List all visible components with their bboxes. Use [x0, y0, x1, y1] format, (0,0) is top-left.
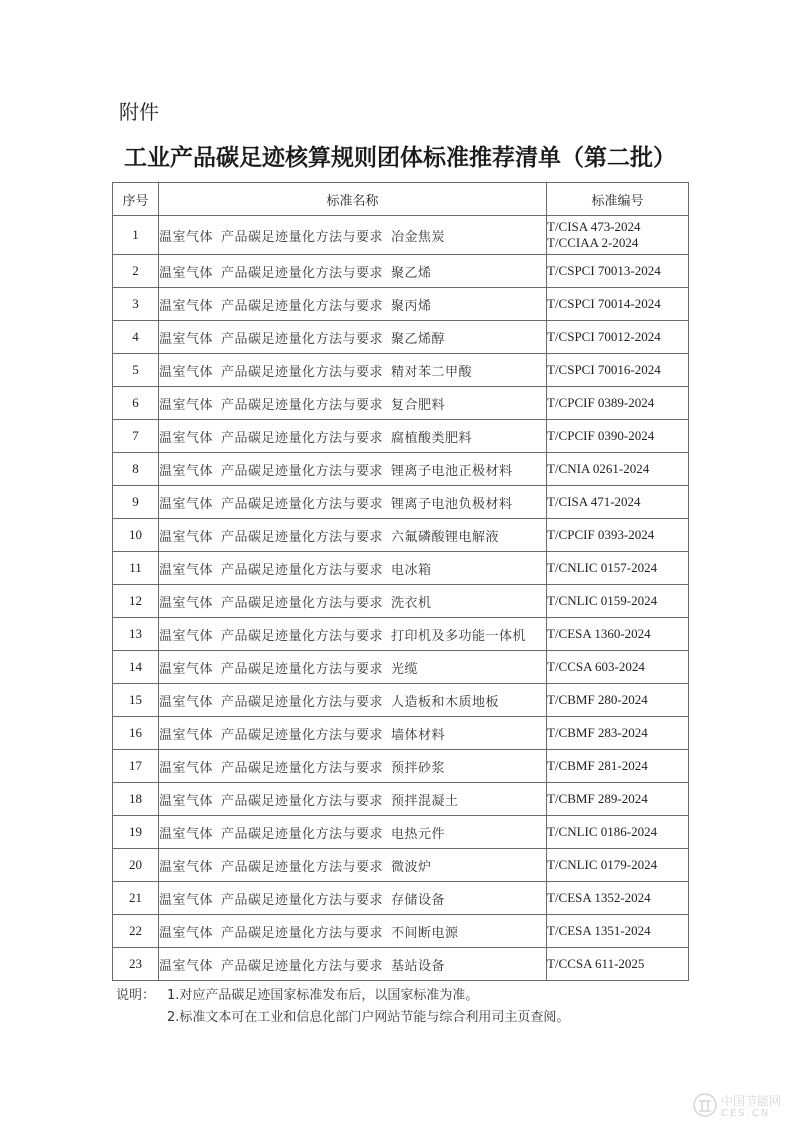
- standard-code-cell: [547, 552, 689, 585]
- standard-code-cell: [547, 816, 689, 849]
- standard-name-prefix: 温室气体: [159, 595, 214, 611]
- standard-name-prefix: 温室气体: [159, 496, 214, 512]
- standard-code: T/CESA 1351-2024: [547, 923, 651, 938]
- standard-name: [159, 519, 547, 552]
- standard-name-product: 腐植酸类肥料: [391, 430, 473, 446]
- table-row: [113, 651, 689, 684]
- standard-name-product: 预拌混凝土: [391, 793, 459, 809]
- standard-name-prefix: 温室气体: [159, 793, 214, 809]
- standard-name-product: 锂离子电池负极材料: [391, 496, 513, 512]
- table-row: [113, 519, 689, 552]
- standard-code-cell: [547, 717, 689, 750]
- standard-code-cell: [547, 420, 689, 453]
- standard-name: [159, 618, 547, 651]
- standard-code: T/CNLIC 0159-2024: [547, 593, 658, 608]
- standard-code-cell: [547, 618, 689, 651]
- standard-code: T/CNLIC 0157-2024: [547, 560, 658, 575]
- standard-code-cell: [547, 849, 689, 882]
- row-number: 4: [113, 321, 159, 354]
- standard-name-middle: 产品碳足迹量化方法与要求: [221, 229, 384, 245]
- table-row: [113, 915, 689, 948]
- row-number: 14: [113, 651, 159, 684]
- row-number: 17: [113, 750, 159, 783]
- standards-table: [112, 182, 689, 981]
- page-title: 工业产品碳足迹核算规则团体标准推荐清单（第二批）: [124, 144, 676, 171]
- standard-name: [159, 321, 547, 354]
- standard-code: T/CNLIC 0186-2024: [547, 824, 658, 839]
- column-header-name: 标准名称: [159, 183, 547, 216]
- standard-name-middle: 产品碳足迹量化方法与要求: [221, 760, 384, 776]
- table-row: [113, 453, 689, 486]
- row-number: 20: [113, 849, 159, 882]
- standard-code: T/CESA 1360-2024: [547, 626, 651, 641]
- standard-name: [159, 216, 547, 255]
- standard-name-middle: 产品碳足迹量化方法与要求: [221, 331, 384, 347]
- standard-name-prefix: 温室气体: [159, 727, 214, 743]
- watermark-text-cn: 中国节能网: [721, 1094, 782, 1108]
- standard-name-product: 六氟磷酸锂电解液: [391, 529, 500, 545]
- standard-name-product: 人造板和木质地板: [391, 694, 500, 710]
- table-row: [113, 420, 689, 453]
- standard-name: [159, 288, 547, 321]
- standard-name-product: 精对苯二甲酸: [391, 364, 473, 380]
- standard-name-middle: 产品碳足迹量化方法与要求: [221, 265, 384, 281]
- standard-code: T/CSPCI 70016-2024: [547, 362, 661, 377]
- standard-name-middle: 产品碳足迹量化方法与要求: [221, 364, 384, 380]
- standard-name: [159, 882, 547, 915]
- standard-name: [159, 915, 547, 948]
- standard-name: [159, 717, 547, 750]
- standard-name-product: 聚乙烯醇: [391, 331, 446, 347]
- standard-name-product: 不间断电源: [391, 925, 459, 941]
- standard-name-prefix: 温室气体: [159, 628, 214, 644]
- notes-section: [116, 985, 569, 1029]
- standard-name-middle: 产品碳足迹量化方法与要求: [221, 298, 384, 314]
- column-header-code: 标准编号: [547, 183, 689, 216]
- table-row: [113, 882, 689, 915]
- standard-name-prefix: 温室气体: [159, 229, 214, 245]
- standard-code-cell: [547, 519, 689, 552]
- standard-name-product: 基站设备: [391, 958, 446, 974]
- watermark-text-en: CES.CN: [721, 1108, 771, 1119]
- standard-name-prefix: 温室气体: [159, 661, 214, 677]
- row-number: 1: [113, 216, 159, 255]
- standard-name-product: 墙体材料: [391, 727, 446, 743]
- standard-name-product: 洗衣机: [391, 595, 432, 611]
- standard-name-product: 锂离子电池正极材料: [391, 463, 513, 479]
- standard-name-middle: 产品碳足迹量化方法与要求: [221, 958, 384, 974]
- standard-code: T/CISA 473-2024: [547, 219, 641, 234]
- attachment-label: 附件: [119, 100, 159, 124]
- standard-code: T/CBMF 283-2024: [547, 725, 648, 740]
- standard-name-prefix: 温室气体: [159, 826, 214, 842]
- standard-name-product: 冶金焦炭: [391, 229, 446, 245]
- standard-code: T/CSPCI 70013-2024: [547, 263, 661, 278]
- standard-code-cell: [547, 288, 689, 321]
- standard-name-middle: 产品碳足迹量化方法与要求: [221, 430, 384, 446]
- standard-code: T/CESA 1352-2024: [547, 890, 651, 905]
- standard-name-middle: 产品碳足迹量化方法与要求: [221, 562, 384, 578]
- standard-code-cell: [547, 585, 689, 618]
- standard-name-middle: 产品碳足迹量化方法与要求: [221, 793, 384, 809]
- standard-name: [159, 453, 547, 486]
- standard-name-middle: 产品碳足迹量化方法与要求: [221, 826, 384, 842]
- standard-code: T/CNIA 0261-2024: [547, 461, 650, 476]
- standard-code: T/CPCIF 0389-2024: [547, 395, 655, 410]
- row-number: 16: [113, 717, 159, 750]
- column-header-number: 序号: [113, 183, 159, 216]
- standard-name-prefix: 温室气体: [159, 958, 214, 974]
- standard-code: T/CCSA 603-2024: [547, 659, 645, 674]
- standard-code: T/CBMF 289-2024: [547, 791, 648, 806]
- table-row: [113, 717, 689, 750]
- standard-name: [159, 552, 547, 585]
- row-number: 8: [113, 453, 159, 486]
- standard-name: [159, 651, 547, 684]
- notes-label: 说明：: [116, 988, 156, 1003]
- table-row: [113, 255, 689, 288]
- standard-name-prefix: 温室气体: [159, 331, 214, 347]
- table-row: [113, 321, 689, 354]
- table-row: [113, 288, 689, 321]
- row-number: 15: [113, 684, 159, 717]
- standard-code-cell: [547, 354, 689, 387]
- row-number: 5: [113, 354, 159, 387]
- ces-logo-icon: [692, 1092, 718, 1122]
- row-number: 11: [113, 552, 159, 585]
- standard-name: [159, 750, 547, 783]
- row-number: 19: [113, 816, 159, 849]
- standard-name-middle: 产品碳足迹量化方法与要求: [221, 661, 384, 677]
- standard-name-middle: 产品碳足迹量化方法与要求: [221, 397, 384, 413]
- standard-name-middle: 产品碳足迹量化方法与要求: [221, 859, 384, 875]
- standard-name: [159, 255, 547, 288]
- note-item-2: 2.标准文本可在工业和信息化部门户网站节能与综合利用司主页查阅。: [167, 1010, 570, 1025]
- standard-name-middle: 产品碳足迹量化方法与要求: [221, 529, 384, 545]
- standard-name-prefix: 温室气体: [159, 529, 214, 545]
- standard-name-product: 预拌砂浆: [391, 760, 446, 776]
- standard-name-middle: 产品碳足迹量化方法与要求: [221, 925, 384, 941]
- standard-name-prefix: 温室气体: [159, 925, 214, 941]
- table-row: [113, 585, 689, 618]
- standard-name-middle: 产品碳足迹量化方法与要求: [221, 694, 384, 710]
- standard-code-cell: [547, 216, 689, 255]
- standard-name-prefix: 温室气体: [159, 562, 214, 578]
- row-number: 10: [113, 519, 159, 552]
- row-number: 3: [113, 288, 159, 321]
- row-number: 18: [113, 783, 159, 816]
- standard-name-prefix: 温室气体: [159, 892, 214, 908]
- standard-name-prefix: 温室气体: [159, 859, 214, 875]
- standard-code-secondary: T/CCIAA 2-2024: [547, 235, 639, 250]
- note-item-1: 1.对应产品碳足迹国家标准发布后，以国家标准为准。: [167, 988, 479, 1003]
- table-row: [113, 387, 689, 420]
- table-header-row: [113, 183, 689, 216]
- standard-name: [159, 585, 547, 618]
- standard-name-middle: 产品碳足迹量化方法与要求: [221, 892, 384, 908]
- standard-name: [159, 948, 547, 981]
- table-row: [113, 750, 689, 783]
- standard-name-product: 电冰箱: [391, 562, 432, 578]
- row-number: 23: [113, 948, 159, 981]
- standard-name-middle: 产品碳足迹量化方法与要求: [221, 727, 384, 743]
- standard-name-prefix: 温室气体: [159, 430, 214, 446]
- standard-name-product: 复合肥料: [391, 397, 446, 413]
- standard-code: T/CBMF 281-2024: [547, 758, 648, 773]
- standard-name-middle: 产品碳足迹量化方法与要求: [221, 628, 384, 644]
- standard-name-prefix: 温室气体: [159, 694, 214, 710]
- row-number: 12: [113, 585, 159, 618]
- standard-code: T/CCSA 611-2025: [547, 956, 645, 971]
- standard-code: T/CBMF 280-2024: [547, 692, 648, 707]
- standard-code: T/CPCIF 0390-2024: [547, 428, 655, 443]
- standard-code-cell: [547, 486, 689, 519]
- standard-name: [159, 783, 547, 816]
- table-row: [113, 486, 689, 519]
- standard-name: [159, 387, 547, 420]
- table-row: [113, 552, 689, 585]
- standard-code: T/CPCIF 0393-2024: [547, 527, 655, 542]
- standard-name: [159, 816, 547, 849]
- standard-name-prefix: 温室气体: [159, 265, 214, 281]
- standard-name-product: 聚乙烯: [391, 265, 432, 281]
- row-number: 7: [113, 420, 159, 453]
- standard-name: [159, 486, 547, 519]
- standard-code-cell: [547, 453, 689, 486]
- table-row: [113, 354, 689, 387]
- table-row: [113, 618, 689, 651]
- standard-name-prefix: 温室气体: [159, 364, 214, 380]
- standard-code: T/CSPCI 70012-2024: [547, 329, 661, 344]
- standard-name-prefix: 温室气体: [159, 298, 214, 314]
- table-row: [113, 948, 689, 981]
- standard-code: T/CSPCI 70014-2024: [547, 296, 661, 311]
- standard-name-prefix: 温室气体: [159, 463, 214, 479]
- standard-name-middle: 产品碳足迹量化方法与要求: [221, 463, 384, 479]
- table-row: [113, 684, 689, 717]
- standard-name: [159, 849, 547, 882]
- row-number: 2: [113, 255, 159, 288]
- standard-name: [159, 684, 547, 717]
- row-number: 6: [113, 387, 159, 420]
- standard-code-cell: [547, 882, 689, 915]
- standard-code-cell: [547, 387, 689, 420]
- standard-code-cell: [547, 684, 689, 717]
- watermark: [692, 1092, 781, 1122]
- standard-code: T/CISA 471-2024: [547, 494, 641, 509]
- standard-code-cell: [547, 255, 689, 288]
- row-number: 9: [113, 486, 159, 519]
- table-row: [113, 216, 689, 255]
- row-number: 22: [113, 915, 159, 948]
- standard-name-prefix: 温室气体: [159, 397, 214, 413]
- standard-name-product: 聚丙烯: [391, 298, 432, 314]
- standard-name-product: 光缆: [391, 661, 419, 677]
- standard-code-cell: [547, 948, 689, 981]
- standard-name-product: 电热元件: [391, 826, 446, 842]
- table-row: [113, 849, 689, 882]
- standard-name-prefix: 温室气体: [159, 760, 214, 776]
- row-number: 21: [113, 882, 159, 915]
- table-row: [113, 816, 689, 849]
- standard-code-cell: [547, 783, 689, 816]
- standard-code-cell: [547, 321, 689, 354]
- standard-name-product: 打印机及多功能一体机: [391, 628, 527, 644]
- standard-name-middle: 产品碳足迹量化方法与要求: [221, 496, 384, 512]
- standard-code: T/CNLIC 0179-2024: [547, 857, 658, 872]
- standard-name-product: 微波炉: [391, 859, 432, 875]
- standard-code-cell: [547, 750, 689, 783]
- standard-code-cell: [547, 915, 689, 948]
- standard-name-product: 存储设备: [391, 892, 446, 908]
- table-row: [113, 783, 689, 816]
- standard-name: [159, 354, 547, 387]
- standard-code-cell: [547, 651, 689, 684]
- standard-name: [159, 420, 547, 453]
- standard-name-middle: 产品碳足迹量化方法与要求: [221, 595, 384, 611]
- row-number: 13: [113, 618, 159, 651]
